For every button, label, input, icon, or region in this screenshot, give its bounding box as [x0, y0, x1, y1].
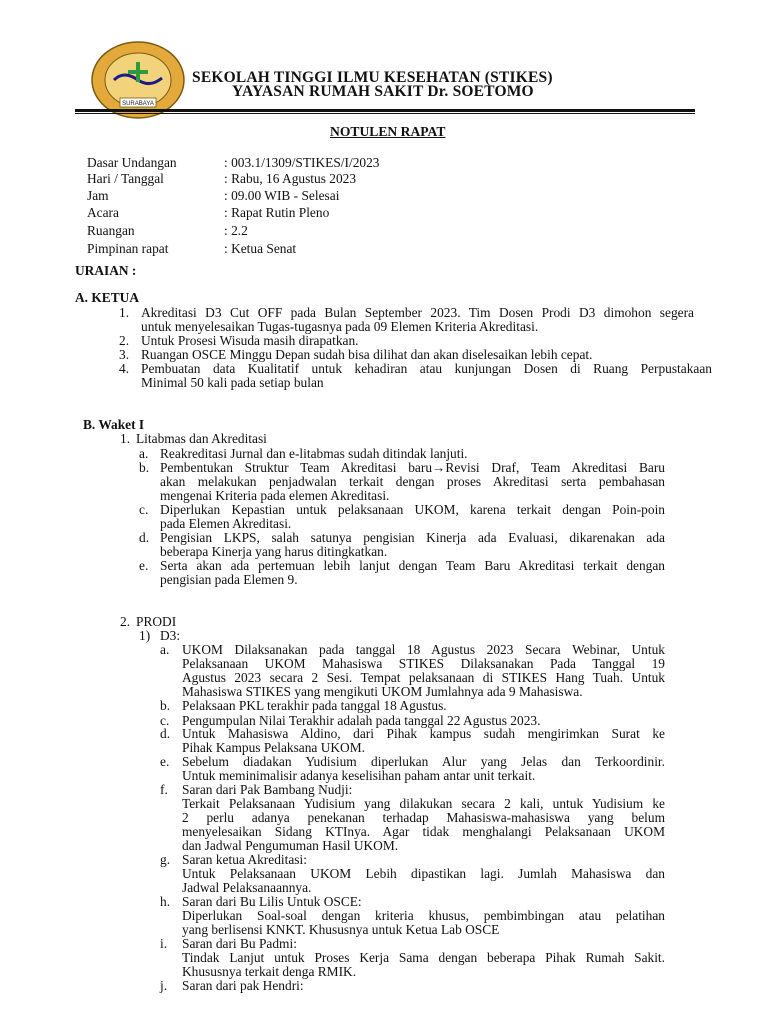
- org-name-line1: SEKOLAH TINGGI ILMU KESEHATAN (STIKES): [192, 69, 553, 86]
- meta-value: : Rapat Rutin Pleno: [224, 205, 330, 220]
- list-item-line: Pembuatan data Kualitatif untuk kehadiran atau kunjungan Dosen di Ruang Perpustakaan: [141, 361, 712, 376]
- list-letter: c.: [160, 713, 170, 728]
- list-item-line: Sebelum diadakan Yudisium diperlukan Alur yang Jelas dan Terkoordinir.: [182, 754, 665, 769]
- header-rule-thick: [75, 109, 695, 112]
- section-a-heading: A. KETUA: [75, 290, 139, 305]
- list-item-line: menyelesaikan Sidang KTInya. Agar tidak menghalangi Pelaksanaan UKOM: [182, 824, 665, 839]
- document-title: NOTULEN RAPAT: [330, 124, 446, 139]
- list-item-line: Pelaksaan PKL terakhir pada tanggal 18 Agustus.: [182, 698, 447, 713]
- list-item-line: Pelaksanaan UKOM Mahasiswa STIKES Dilaksanakan Pada Tanggal 19: [182, 656, 665, 671]
- list-letter: f.: [160, 782, 168, 797]
- uraian-label: URAIAN :: [75, 263, 137, 278]
- list-item-line: Pembentukan Struktur Team Akreditasi baru→Revisi Draf, Team Akreditasi Baru: [160, 460, 665, 475]
- meta-value: : 2.2: [224, 223, 248, 238]
- logo-city-text: SURABAYA: [122, 101, 154, 107]
- list-item-line: yang berlisensi KNKT. Khususnya untuk Ketua Lab OSCE: [182, 922, 500, 937]
- list-item-line: Pengumpulan Nilai Terakhir adalah pada tanggal 22 Agustus 2023.: [182, 713, 541, 728]
- list-item-line: Diperlukan Kepastian untuk pelaksanaan UKOM, karena terkait dengan Poin-poin: [160, 502, 665, 517]
- meta-label: Hari / Tanggal: [87, 171, 164, 186]
- list-item-line: Serta akan ada pertemuan lebih lanjut dengan Team Baru Akreditasi terkait dengan: [160, 558, 665, 573]
- list-number: 2.: [119, 333, 130, 348]
- list-item-line: Pengisian LKPS, salah satunya pengisian Kinerja ada Evaluasi, dikarenakan ada: [160, 530, 665, 545]
- list-letter: g.: [160, 852, 171, 867]
- list-item-line: pada Elemen Akreditasi.: [160, 516, 292, 531]
- list-letter: d.: [139, 530, 150, 545]
- list-item-line: Saran dari Pak Bambang Nudji:: [182, 782, 353, 797]
- list-letter: i.: [160, 936, 168, 951]
- list-item-line: beberapa Kinerja yang harus ditingkatkan.: [160, 544, 388, 559]
- list-number: 1): [139, 628, 151, 643]
- list-letter: b.: [160, 698, 171, 713]
- list-item-line: Untuk meminimalisir adanya keselisihan paham antar unit terkait.: [182, 768, 536, 783]
- org-name-line2: YAYASAN RUMAH SAKIT Dr. SOETOMO: [232, 83, 534, 100]
- list-item-line: Khususnya terkait denga RMIK.: [182, 964, 357, 979]
- header-rule-thin: [75, 113, 695, 114]
- meta-label: Acara: [87, 205, 119, 220]
- list-item-line: Diperlukan Soal-soal dengan kriteria khusus, pembimbingan atau pelatihan: [182, 908, 665, 923]
- list-letter: h.: [160, 894, 171, 909]
- section-b-heading: B. Waket I: [83, 417, 145, 432]
- list-letter: e.: [160, 754, 170, 769]
- list-item-line: Saran dari Bu Padmi:: [182, 936, 297, 951]
- meta-label: Dasar Undangan: [87, 155, 177, 170]
- list-letter: b.: [139, 460, 150, 475]
- subsection-label: PRODI: [136, 614, 177, 629]
- list-item-line: akan melakukan penjadwalan terkait dengan proses Akreditasi serta pembahasan: [160, 474, 665, 489]
- list-item-line: Untuk Prosesi Wisuda masih dirapatkan.: [141, 333, 359, 348]
- list-item-line: dan Jadwal Pengumuman Hasil UKOM.: [182, 838, 399, 853]
- list-item-line: Jadwal Pelaksanaannya.: [182, 880, 312, 895]
- list-item-line: UKOM Dilaksanakan pada tanggal 18 Agustus 2023 Secara Webinar, Untuk: [182, 642, 665, 657]
- meta-value: : Ketua Senat: [224, 241, 297, 256]
- list-item-line: Terkait Pelaksanaan Yudisium yang dilakukan secara 2 kali, untuk Yudisium ke: [182, 796, 665, 811]
- list-letter: c.: [139, 502, 149, 517]
- list-item-line: Ruangan OSCE Minggu Depan sudah bisa dilihat dan akan diselesaikan lebih cepat.: [141, 347, 593, 362]
- list-letter: d.: [160, 726, 171, 741]
- list-letter: e.: [139, 558, 149, 573]
- list-item-line: pengisian pada Elemen 9.: [160, 572, 298, 587]
- list-number: 4.: [119, 361, 130, 376]
- subsection-label: D3:: [160, 628, 181, 643]
- list-letter: j.: [160, 978, 168, 993]
- meta-value: : Rabu, 16 Agustus 2023: [224, 171, 357, 186]
- list-number: 1.: [120, 431, 131, 446]
- list-item-line: Tindak Lanjut untuk Proses Kerja Sama dengan beberapa Pihak Rumah Sakit.: [182, 950, 665, 965]
- list-number: 1.: [119, 305, 130, 320]
- list-item-line: Minimal 50 kali pada setiap bulan: [141, 375, 324, 390]
- list-item-line: Reakreditasi Jurnal dan e-litabmas sudah ditindak lanjuti.: [160, 446, 468, 461]
- list-letter: a.: [160, 642, 170, 657]
- list-item-line: mengenai Kriteria pada elemen Akreditasi.: [160, 488, 390, 503]
- stikes-logo: [90, 40, 186, 120]
- list-item-line: Untuk Mahasiswa Aldino, dari Pihak kampus sudah mengirimkan Surat ke: [182, 726, 665, 741]
- list-letter: a.: [139, 446, 149, 461]
- list-item-line: Agustus 2023 secara 2 Sesi. Tempat pelaksanaan di STIKES Hang Tuah. Untuk: [182, 670, 665, 685]
- meta-label: Pimpinan rapat: [87, 241, 169, 256]
- list-number: 2.: [120, 614, 131, 629]
- subsection-label: Litabmas dan Akreditasi: [136, 431, 267, 446]
- list-item-line: Pihak Kampus Pelaksana UKOM.: [182, 740, 365, 755]
- list-item-line: Mahasiswa STIKES yang mengikuti UKOM Jumlahnya ada 9 Mahasiswa.: [182, 684, 583, 699]
- list-item-line: Saran ketua Akreditasi:: [182, 852, 307, 867]
- list-item-line: Untuk Pelaksanaan UKOM Lebih dipastikan lagi. Jumlah Mahasiswa dan: [182, 866, 665, 881]
- list-item-line: untuk menyelesaikan Tugas-tugasnya pada 09 Elemen Kriteria Akreditasi.: [141, 319, 539, 334]
- meta-label: Jam: [87, 188, 109, 203]
- meta-label: Ruangan: [87, 223, 135, 238]
- meta-value: : 09.00 WIB - Selesai: [224, 188, 340, 203]
- meta-value: : 003.1/1309/STIKES/I/2023: [224, 155, 380, 170]
- list-item-line: Akreditasi D3 Cut OFF pada Bulan September 2023. Tim Dosen Prodi D3 dimohon segera: [141, 305, 694, 320]
- list-number: 3.: [119, 347, 130, 362]
- list-item-line: Saran dari Bu Lilis Untuk OSCE:: [182, 894, 362, 909]
- list-item-line: 2 perlu adanya penekanan terhadap Mahasiswa-mahasiswa yang belum: [182, 810, 665, 825]
- list-item-line: Saran dari pak Hendri:: [182, 978, 304, 993]
